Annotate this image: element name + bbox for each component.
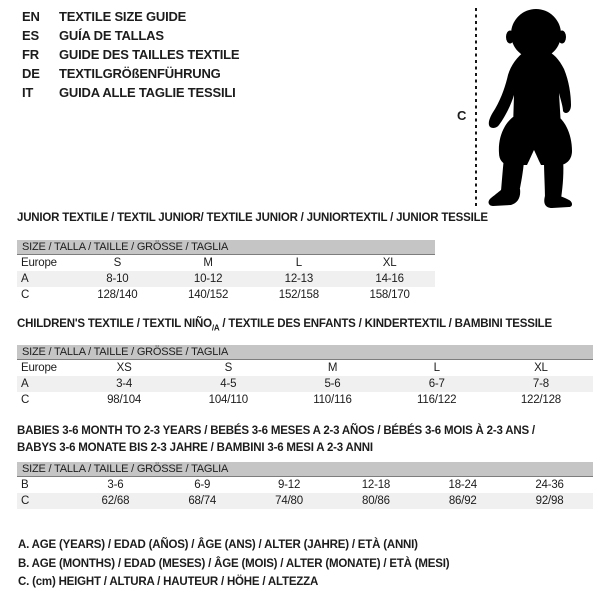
language-title: TEXTILGRÖßENFÜHRUNG — [59, 66, 221, 81]
language-list — [22, 7, 239, 102]
footnote-line-c: C. (cm) HEIGHT / ALTURA / HAUTEUR / HÖHE / ALTEZZA — [18, 576, 319, 588]
size-header-bar: SIZE / TALLA / TAILLE / GRÖSSE / TAGLIA — [17, 462, 593, 477]
table-row — [17, 493, 593, 509]
row-label: Europe — [21, 257, 57, 269]
row-label: B — [21, 479, 29, 491]
size-cell: S — [224, 362, 233, 374]
language-row — [22, 83, 239, 102]
size-cell: 158/170 — [369, 289, 410, 301]
size-cell: 98/104 — [107, 394, 142, 406]
language-code: IT — [22, 85, 34, 100]
section-title-babies-line1: BABIES 3-6 MONTH TO 2-3 YEARS / BEBÉS 3-6 MESES A 2-3 AÑOS / BÉBÉS 3-6 MOIS À 2-3 ANS / — [17, 425, 535, 437]
size-cell: M — [203, 257, 213, 269]
size-table-children — [17, 345, 593, 408]
size-cell: 8-10 — [106, 273, 129, 285]
language-title: TEXTILE SIZE GUIDE — [59, 9, 187, 24]
language-row — [22, 64, 239, 83]
size-cell: 14-16 — [375, 273, 404, 285]
size-cell: 10-12 — [193, 273, 223, 285]
section-title-children-sub: /A — [211, 323, 220, 333]
size-cell: 68/74 — [188, 495, 217, 507]
language-title: GUÍA DE TALLAS — [59, 28, 164, 43]
table-row — [17, 376, 593, 392]
row-label: C — [21, 289, 30, 301]
language-row — [22, 7, 239, 26]
table-row — [17, 392, 593, 408]
size-cell: XL — [534, 362, 548, 374]
row-label: A — [21, 378, 29, 390]
size-cell: 18-24 — [448, 479, 477, 491]
size-cell: 128/140 — [97, 289, 138, 301]
size-cell: 3-4 — [116, 378, 133, 390]
size-cell: 12-13 — [284, 273, 314, 285]
size-cell: 74/80 — [275, 495, 303, 507]
table-row — [17, 271, 435, 287]
language-title: GUIDA ALLE TAGLIE TESSILI — [59, 85, 236, 100]
section-title-babies — [17, 423, 535, 457]
size-cell: 140/152 — [188, 289, 229, 301]
size-cell: 7-8 — [532, 378, 549, 390]
size-cell: M — [327, 362, 338, 374]
size-cell: 6-9 — [194, 479, 211, 491]
table-row — [17, 287, 435, 303]
size-cell: 9-12 — [277, 479, 301, 491]
row-label: A — [21, 273, 29, 285]
size-cell: 110/116 — [313, 394, 352, 406]
language-code: ES — [22, 28, 39, 43]
language-code: DE — [22, 66, 40, 81]
size-cell: S — [113, 257, 122, 269]
size-cell: 104/110 — [208, 394, 248, 406]
section-title-children — [17, 318, 552, 332]
size-cell: 24-36 — [535, 479, 564, 491]
size-cell: 92/98 — [535, 495, 564, 507]
section-title-junior: JUNIOR TEXTILE / TEXTIL JUNIOR/ TEXTILE JUNIOR / JUNIORTEXTIL / JUNIOR TESSILE — [17, 212, 488, 224]
section-title-children-pre: CHILDREN'S TEXTILE / TEXTIL NIÑO — [17, 318, 212, 330]
size-cell: 5-6 — [324, 378, 341, 390]
size-table-babies — [17, 462, 593, 509]
footnotes — [18, 536, 449, 592]
size-cell: 152/158 — [278, 289, 319, 301]
size-header-bar: SIZE / TALLA / TAILLE / GRÖSSE / TAGLIA — [17, 345, 593, 360]
size-cell: 122/128 — [520, 394, 561, 406]
size-cell: 62/68 — [101, 495, 130, 507]
size-table-junior — [17, 240, 435, 303]
language-code: EN — [22, 9, 40, 24]
section-title-children-post: / TEXTILE DES ENFANTS / KINDERTEXTIL / BAMBINI TESSILE — [219, 318, 552, 330]
size-cell: 116/122 — [417, 394, 457, 406]
size-cell: 80/86 — [362, 495, 390, 507]
height-label: C — [457, 108, 467, 123]
height-dashed-line — [475, 8, 477, 206]
size-cell: 86/92 — [448, 495, 477, 507]
section-title-babies-line2: BABYS 3-6 MONATE BIS 2-3 JAHRE / BAMBINI 3-6 MESI A 2-3 ANNI — [17, 442, 373, 454]
language-title: GUIDE DES TAILLES TEXTILE — [59, 47, 240, 62]
footnote-line-a: A. AGE (YEARS) / EDAD (AÑOS) / ÂGE (ANS) / ALTER (JAHRE) / ETÀ (ANNI) — [18, 539, 418, 551]
baby-silhouette-icon — [487, 7, 577, 209]
language-row — [22, 26, 239, 45]
size-cell: XS — [116, 362, 132, 374]
language-row — [22, 45, 239, 64]
size-cell: 3-6 — [107, 479, 124, 491]
size-cell: 12-18 — [361, 479, 391, 491]
footnote-line-b: B. AGE (MONTHS) / EDAD (MESES) / ÂGE (MOIS) / ALTER (MONATE) / ETÀ (MESI) — [18, 557, 450, 570]
size-cell: XL — [382, 257, 397, 269]
size-header-bar: SIZE / TALLA / TAILLE / GRÖSSE / TAGLIA — [17, 240, 435, 255]
size-cell: L — [433, 362, 440, 374]
table-row — [17, 477, 593, 493]
row-label: C — [21, 495, 30, 507]
language-code: FR — [22, 47, 39, 62]
table-row — [17, 255, 435, 271]
size-cell: 4-5 — [220, 378, 237, 390]
size-cell: L — [295, 257, 302, 269]
size-cell: 6-7 — [428, 378, 445, 390]
table-row — [17, 360, 593, 376]
row-label: C — [21, 394, 30, 406]
row-label: Europe — [21, 362, 57, 374]
